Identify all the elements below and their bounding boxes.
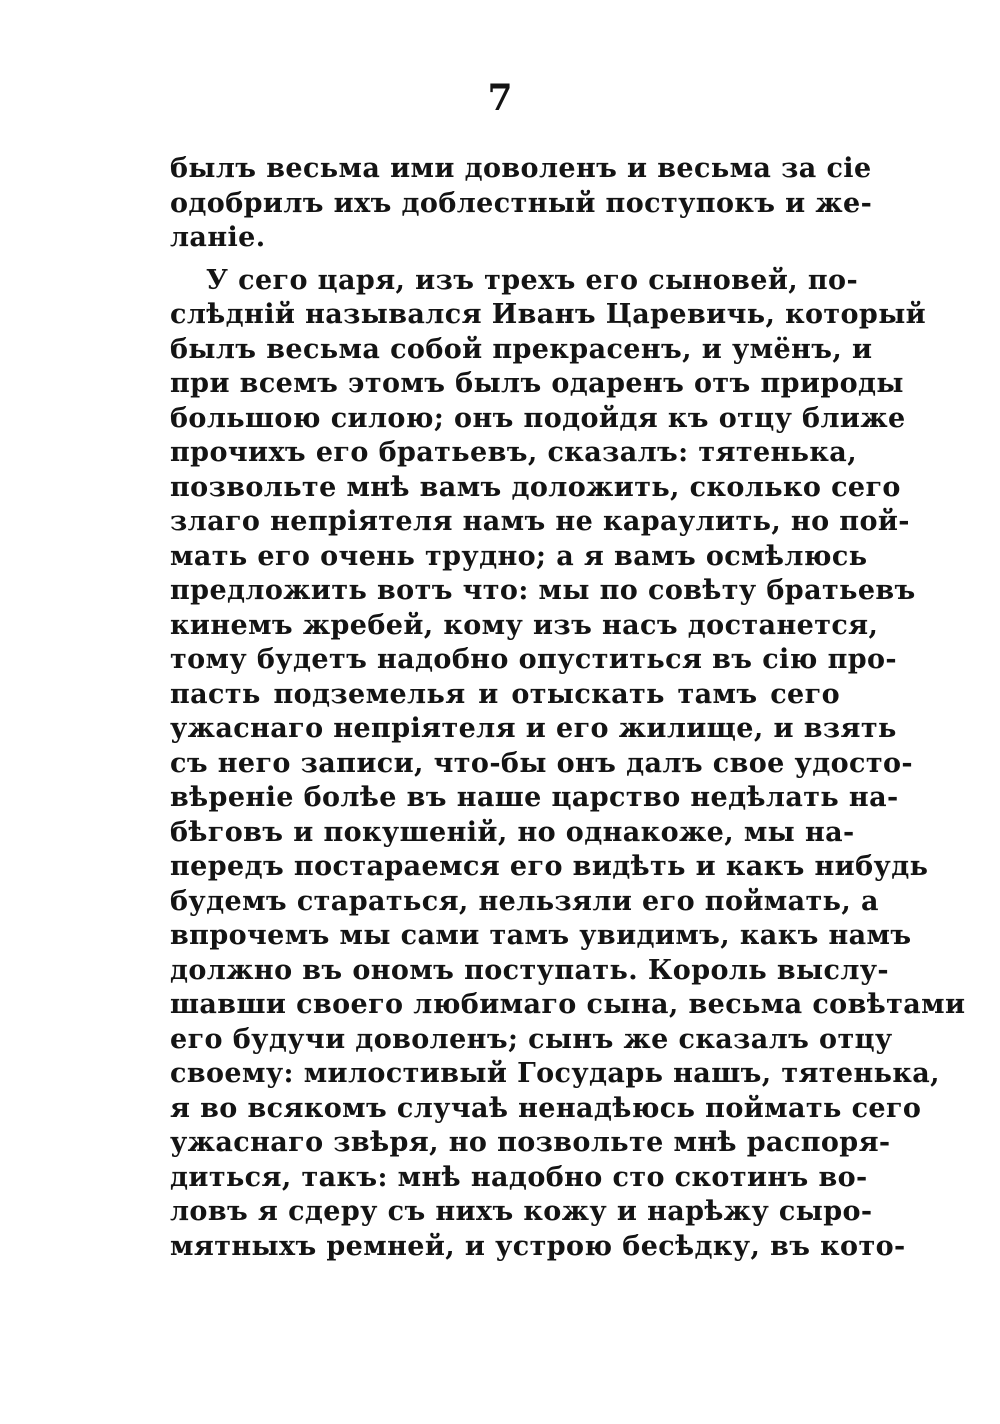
text-line: ловъ я сдеру съ нихъ кожу и нарѣжу сыро- bbox=[170, 1196, 873, 1227]
body-text bbox=[170, 152, 966, 1264]
text-line: при всемъ этомъ былъ одаренъ отъ природы bbox=[170, 368, 904, 399]
text-line: бѣговъ и покушеній, но однакоже, мы на- bbox=[170, 816, 855, 848]
text-line: ужаснаго звѣря, но позвольте мнѣ распоря- bbox=[170, 1127, 891, 1158]
text-line: съ него записи, что-бы онъ далъ свое удосто- bbox=[170, 747, 913, 779]
text-line: злаго непріятеля намъ не караулить, но пой- bbox=[170, 506, 910, 537]
text-line: позвольте мнѣ вамъ доложить, сколько сего bbox=[170, 471, 901, 503]
paragraph-1 bbox=[170, 152, 873, 256]
text-line: мать его очень трудно; а я вамъ осмѣлюсь bbox=[170, 540, 868, 572]
text-line: слѣдній назывался Иванъ Царевичь, который bbox=[170, 299, 927, 330]
text-line: будемъ стараться, нельзяли его поймать, а bbox=[170, 885, 879, 917]
text-line: его будучи доволенъ; сынъ же сказалъ отцу bbox=[170, 1023, 893, 1055]
text-line: одобрилъ ихъ доблестный поступокъ и же- bbox=[170, 187, 873, 219]
text-line: былъ весьма собой прекрасенъ, и умёнъ, и bbox=[170, 333, 873, 365]
text-line: мятныхъ ремней, и устрою бесѣдку, въ кото- bbox=[170, 1230, 906, 1262]
text-line: тому будетъ надобно опуститься въ сію про- bbox=[170, 644, 898, 675]
text-line: прочихъ его братьевъ, сказалъ: тятенька, bbox=[170, 437, 858, 468]
text-line: своему: милостивый Государь нашъ, тятенька, bbox=[170, 1058, 940, 1089]
paragraph-spacer bbox=[170, 256, 840, 264]
text-line: шавши своего любимаго сына, весьма совѣтами bbox=[170, 989, 966, 1020]
text-line: должно въ ономъ поступать. Король выслу- bbox=[170, 954, 890, 986]
text-line: большою силою; онъ подойдя къ отцу ближе bbox=[170, 402, 906, 434]
page-number: 7 bbox=[487, 77, 513, 119]
text-line: впрочемъ мы сами тамъ увидимъ, какъ намъ bbox=[170, 920, 912, 951]
text-line: У сего царя, изъ трехъ его сыновей, по- bbox=[206, 264, 859, 296]
text-line: кинемъ жребей, кому изъ насъ достанется, bbox=[170, 609, 879, 641]
text-line: я во всякомъ случаѣ ненадѣюсь поймать сего bbox=[170, 1092, 922, 1124]
text-line: предложить вотъ что: мы по совѣту братьевъ bbox=[170, 575, 916, 606]
text-line: пасть подземелья и отыскать тамъ сего bbox=[170, 678, 840, 710]
text-line: ужаснаго непріятеля и его жилище, и взять bbox=[170, 713, 897, 744]
paragraph-2 bbox=[170, 264, 966, 1265]
text-line: диться, такъ: мнѣ надобно сто скотинъ во- bbox=[170, 1161, 868, 1193]
text-line: вѣреніе болѣе въ наше царство недѣлать на- bbox=[170, 782, 899, 813]
text-line: былъ весьма ими доволенъ и весьма за сіе bbox=[170, 153, 872, 184]
text-line: ланіе. bbox=[170, 222, 266, 253]
text-line: передъ постараемся его видѣть и какъ нибудь bbox=[170, 851, 929, 882]
